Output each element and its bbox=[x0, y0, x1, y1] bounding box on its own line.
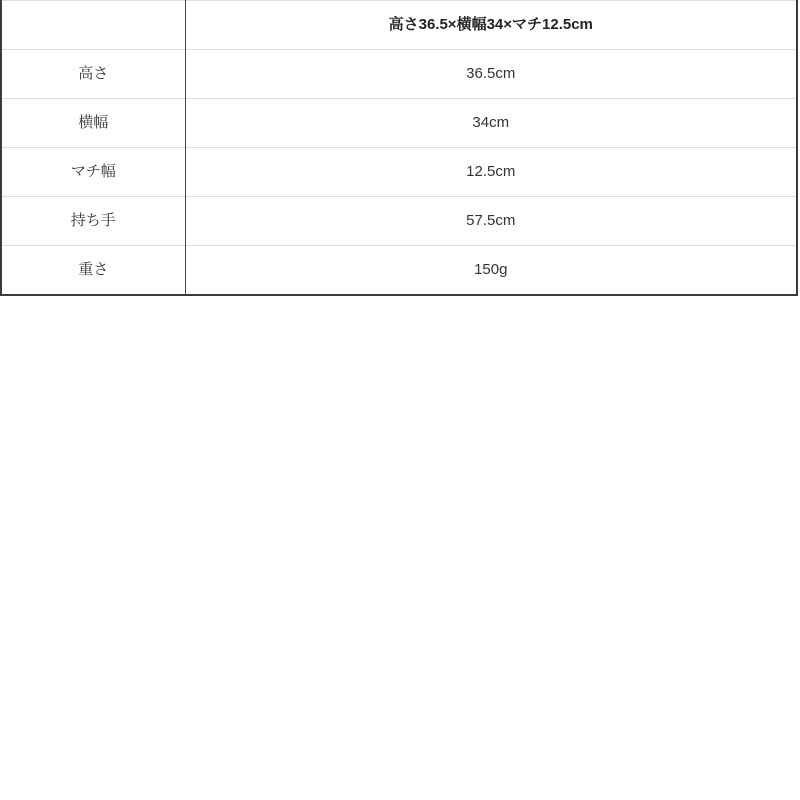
size-spec-table bbox=[0, 0, 798, 296]
header-empty-cell bbox=[1, 1, 185, 50]
row-label: 横幅 bbox=[1, 99, 185, 148]
table-header-row bbox=[1, 1, 797, 50]
row-label: マチ幅 bbox=[1, 148, 185, 197]
row-value: 34cm bbox=[185, 99, 797, 148]
table-row-weight bbox=[1, 246, 797, 296]
row-value: 57.5cm bbox=[185, 197, 797, 246]
row-value: 36.5cm bbox=[185, 50, 797, 99]
row-label: 高さ bbox=[1, 50, 185, 99]
table-row-handle bbox=[1, 197, 797, 246]
row-label: 持ち手 bbox=[1, 197, 185, 246]
row-label: 重さ bbox=[1, 246, 185, 296]
table-row-gusset bbox=[1, 148, 797, 197]
header-size-summary: 高さ36.5×横幅34×マチ12.5cm bbox=[388, 16, 593, 33]
table-row-width bbox=[1, 99, 797, 148]
table-row-height bbox=[1, 50, 797, 99]
row-value: 150g bbox=[185, 246, 797, 296]
row-value: 12.5cm bbox=[185, 148, 797, 197]
